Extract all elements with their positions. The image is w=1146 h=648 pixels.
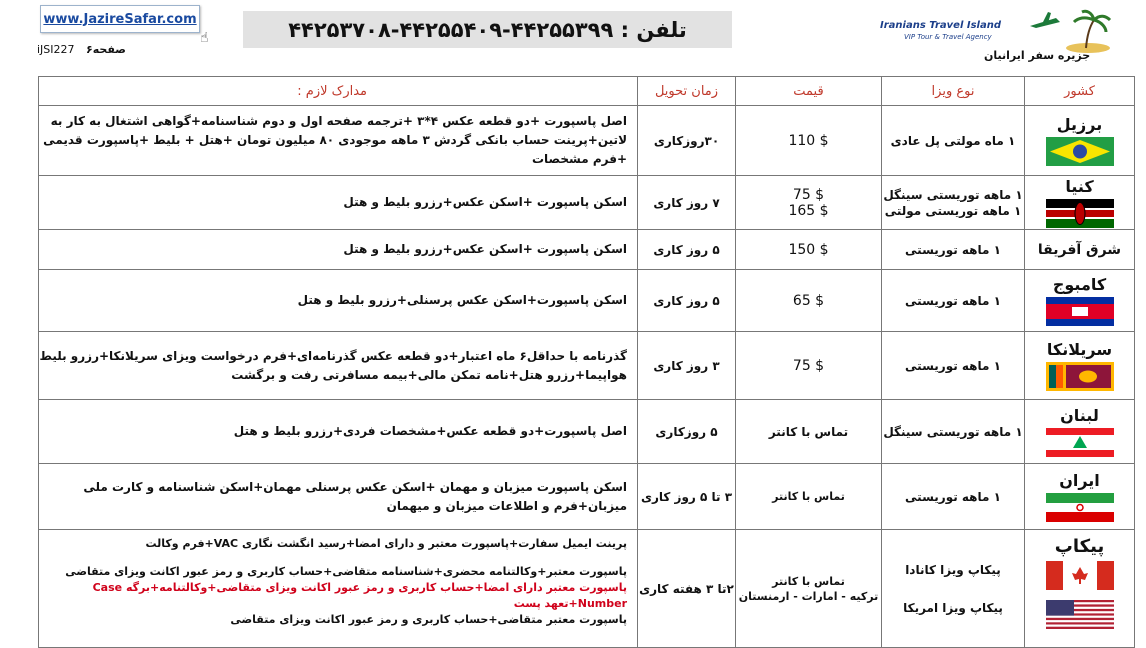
table-row bbox=[39, 230, 1135, 270]
canada-flag-icon bbox=[1046, 561, 1114, 590]
country-name: پیکاپ bbox=[1054, 536, 1105, 557]
table-row bbox=[39, 176, 1135, 230]
country-cell bbox=[1025, 230, 1135, 270]
logo-name: Iranians Travel Island bbox=[880, 20, 1001, 31]
visa-type-cell: ۱ ماهه توریستی bbox=[882, 332, 1025, 400]
country-name: شرق آفریقا bbox=[1037, 241, 1122, 258]
table-header bbox=[39, 77, 1135, 106]
document-code: iJSI227 bbox=[37, 43, 75, 56]
country-cell bbox=[1025, 332, 1135, 400]
docs-cell: اسکن پاسپورت +اسکن عکس+رزرو بلیط و هتل bbox=[39, 176, 638, 230]
logo-persian-name: جزیره سفر ایرانیان bbox=[984, 49, 1091, 62]
price-cell bbox=[736, 176, 882, 230]
country-cell bbox=[1025, 530, 1135, 648]
visa-type-cell: ۱ ماهه توریستی bbox=[882, 464, 1025, 530]
country-cell bbox=[1025, 106, 1135, 176]
table-row bbox=[39, 530, 1135, 648]
visa-type-cell: ۱ ماهه توریستی bbox=[882, 270, 1025, 332]
price-cell: 110 $ bbox=[736, 106, 882, 176]
visa-type-cell: ۱ ماه مولتی پل عادی bbox=[882, 106, 1025, 176]
visa-type-cell bbox=[882, 530, 1025, 648]
docs-cell: اسکن پاسپورت +اسکن عکس+رزرو بلیط و هتل bbox=[39, 230, 638, 270]
time-cell: ۷ روز کاری bbox=[638, 176, 736, 230]
time-cell: ۵ روز کاری bbox=[638, 270, 736, 332]
country-cell bbox=[1025, 400, 1135, 464]
doc-line: پاسپورت معتبر+وکالتنامه محضری+شناسنامه متقاضی+حساب کاربری و رمز عبور اکانت ویزای متقاضی bbox=[65, 565, 627, 578]
hand-cursor-icon: ☝ bbox=[200, 30, 209, 46]
country-name: سریلانکا bbox=[1046, 340, 1113, 359]
visa-line: ۱ ماهه توریستی مولتی bbox=[884, 203, 1022, 218]
company-logo bbox=[880, 8, 1112, 70]
visa-line: پیکاپ ویزا کانادا bbox=[905, 562, 1001, 577]
iran-flag-icon bbox=[1046, 493, 1114, 522]
visa-type-cell bbox=[882, 176, 1025, 230]
country-name: لبنان bbox=[1060, 406, 1099, 425]
time-cell: ۳ روز کاری bbox=[638, 332, 736, 400]
srilanka-flag-icon bbox=[1046, 362, 1114, 391]
doc-line: پرینت ایمیل سفارت+پاسپورت معتبر و دارای امضا+رسید انگشت نگاری VAC+فرم وکالت bbox=[145, 537, 627, 550]
cambodia-flag-icon bbox=[1046, 297, 1114, 326]
visa-table bbox=[38, 76, 1135, 648]
visa-type-cell: ۱ ماهه توریستی سینگل bbox=[882, 400, 1025, 464]
country-cell bbox=[1025, 270, 1135, 332]
country-name: برزیل bbox=[1056, 115, 1103, 134]
usa-flag-icon bbox=[1046, 600, 1114, 629]
docs-cell: اصل پاسپورت+دو قطعه عکس+مشخصات فردی+رزرو بلیط و هتل bbox=[39, 400, 638, 464]
country-name: کنیا bbox=[1065, 177, 1094, 196]
col-docs: مدارک لازم : bbox=[39, 77, 638, 106]
website-link[interactable]: www.JazireSafar.com bbox=[40, 5, 200, 33]
country-name: کامبوج bbox=[1052, 275, 1107, 294]
price-cell bbox=[736, 530, 882, 648]
doc-line: پاسپورت معتبر متقاضی+حساب کاربری و رمز عبور اکانت ویزای متقاضی bbox=[230, 613, 627, 626]
docs-cell: اسکن پاسپورت میزبان و مهمان +اسکن عکس پرسنلی مهمان+اسکن شناسنامه و کارت ملی میزبان+فرم و اطلاعات میزبان و میهمان bbox=[39, 464, 638, 530]
visa-type-cell: ۱ ماهه توریستی bbox=[882, 230, 1025, 270]
logo-tagline: VIP Tour & Travel Agency bbox=[904, 33, 992, 41]
table-row bbox=[39, 106, 1135, 176]
col-time: زمان تحویل bbox=[638, 77, 736, 106]
visa-line: پیکاپ ویزا امریکا bbox=[903, 600, 1003, 615]
price-line: 165 $ bbox=[788, 202, 829, 219]
price-line: تماس با کانتر bbox=[772, 574, 845, 588]
docs-cell: گذرنامه با حداقل۶ ماه اعتبار+دو قطعه عکس گذرنامه‌ای+فرم درخواست ویزای سریلانکا+رزرو بلیط هواپیما+رزرو هتل+نامه تمکن مالی+بیمه مسافرتی رفت و برگشت bbox=[39, 332, 638, 400]
table-row bbox=[39, 464, 1135, 530]
col-country: کشور bbox=[1025, 77, 1135, 106]
price-cell: 75 $ bbox=[736, 332, 882, 400]
col-price: قیمت bbox=[736, 77, 882, 106]
table-row bbox=[39, 332, 1135, 400]
doc-line-highlighted: پاسپورت معتبر دارای امضا+حساب کاربری و رمز عبور اکانت ویزای متقاضی+وکالتنامه+برگه Case Number+تعهد پست bbox=[92, 581, 627, 610]
time-cell: ۳۰روزکاری bbox=[638, 106, 736, 176]
time-cell: ۳ تا ۵ روز کاری bbox=[638, 464, 736, 530]
price-line: ترکیه - امارات - ارمنستان bbox=[738, 589, 879, 603]
country-name: ایران bbox=[1059, 471, 1100, 490]
price-cell: 150 $ bbox=[736, 230, 882, 270]
time-cell: ۵ روز کاری bbox=[638, 230, 736, 270]
table-row bbox=[39, 270, 1135, 332]
lebanon-flag-icon bbox=[1046, 428, 1114, 457]
price-cell: تماس با کانتر bbox=[736, 400, 882, 464]
docs-cell: اسکن پاسپورت+اسکن عکس پرسنلی+رزرو بلیط و هتل bbox=[39, 270, 638, 332]
price-cell: 65 $ bbox=[736, 270, 882, 332]
kenya-flag-icon bbox=[1046, 199, 1114, 228]
page-label: صفحه۶ bbox=[86, 43, 126, 56]
time-cell: ۲تا ۳ هفته کاری bbox=[638, 530, 736, 648]
table-row bbox=[39, 400, 1135, 464]
phone-banner: تلفن : ۴۴۲۵۵۳۹۹-۴۴۲۵۵۴۰۹-۴۴۲۵۳۷۰۸ bbox=[243, 11, 732, 48]
col-visa-type: نوع ویزا bbox=[882, 77, 1025, 106]
price-line: 75 $ bbox=[792, 186, 825, 203]
docs-cell: اصل پاسپورت +دو قطعه عکس ۴*۳ +ترجمه صفحه اول و دوم شناسنامه+گواهی اشتغال به کار به لاتین+پرینت حساب بانکی گردش ۳ ماهه موجودی ۸۰ میلیون تومان +هتل + بلیط +پاسپورت قدیمی +فرم مشخصات bbox=[39, 106, 638, 176]
time-cell: ۵ روزکاری bbox=[638, 400, 736, 464]
country-cell bbox=[1025, 464, 1135, 530]
price-cell: تماس با کانتر bbox=[736, 464, 882, 530]
brazil-flag-icon bbox=[1046, 137, 1114, 166]
visa-line: ۱ ماهه توریستی سینگل bbox=[883, 187, 1023, 202]
docs-cell bbox=[39, 530, 638, 648]
country-cell bbox=[1025, 176, 1135, 230]
